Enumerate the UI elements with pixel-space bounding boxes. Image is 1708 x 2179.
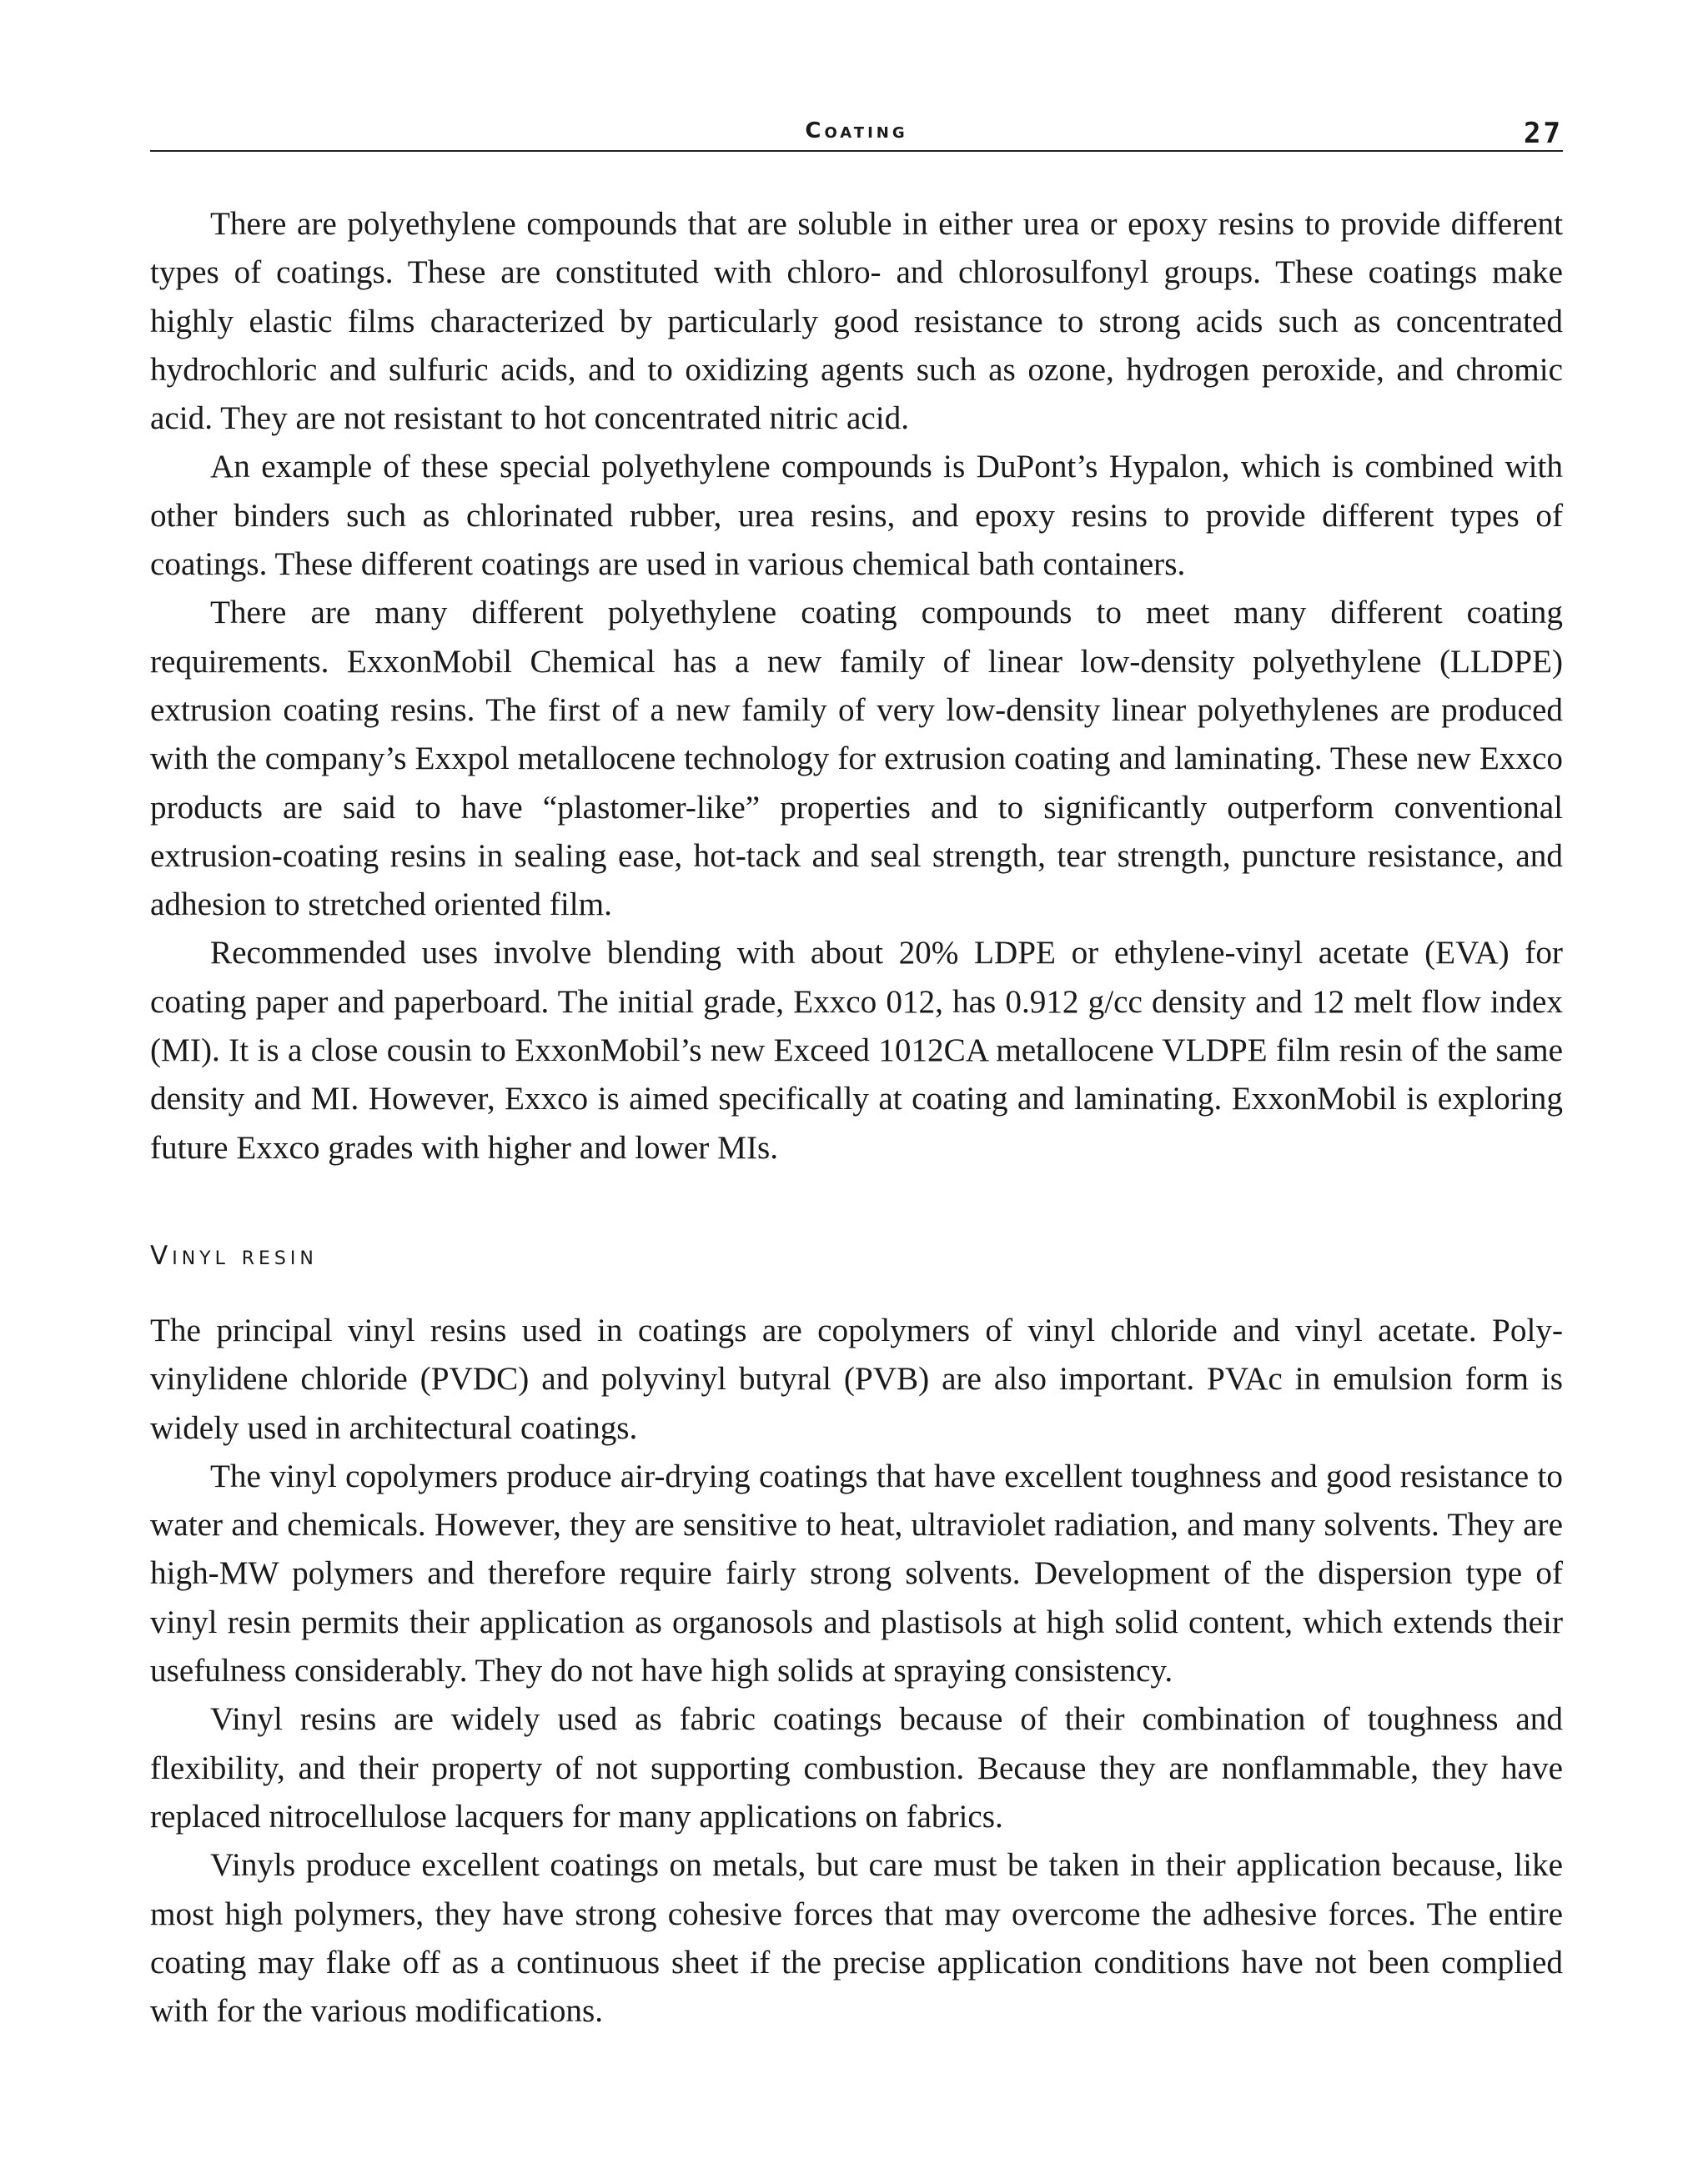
paragraph: There are many different polyethylene coating compounds to meet many different coating requirements. ExxonMobil Chemical has a new family of linear low-density polyethylene (LLDPE) extrusion coating resins. The first of a new family of very low-density linear polyethylenes are produced with the company’s Exxpol metallocene technology for extrusion coating and laminating. These new Exxco products are said to have “plastomer-like” properties and to significantly outperform conventional extrusion-coating resins in sealing ease, hot-tack and seal strength, tear strength, puncture resistance, and adhesion to stretched oriented film. (150, 595, 1563, 923)
polyethylene-section (150, 200, 1563, 1172)
book-page (150, 0, 1563, 2179)
paragraph: The vinyl copolymers produce air-drying coatings that have excellent toughness and good resistance to water and chemicals. However, they are sensitive to heat, ultraviolet radiation, and many solvents. They are high-MW polymers and therefore require fairly strong solvents. Development of the dispersion type of vinyl resin permits their application as organosols and plastisols at high solid content, which extends their usefulness considerably. They do not have high solids at spraying consistency. (150, 1458, 1563, 1689)
vinyl-resin-section (150, 1307, 1563, 2036)
paragraph: Recommended uses involve blending with about 20% LDPE or ethylene-vinyl acetate (EVA) for coating paper and paperboard. The initial grade, Exxco 012, has 0.912 g/cc density and 12 melt flow index (MI). It is a close cousin to ExxonMobil’s new Exceed 1012CA metallocene VLDPE film resin of the same density and MI. However, Exxco is aimed specifically at coating and laminating. ExxonMobil is exploring future Exxco grades with higher and lower MIs. (150, 935, 1563, 1166)
section-heading: Vinyl resin (150, 1241, 318, 1271)
paragraph: Vinyl resins are widely used as fabric coatings because of their combination of toughness and flexibility, and their property of not supporting combustion. Because they are nonflammable, they have replaced nitrocellulose lacquers for many applications on fabrics. (150, 1701, 1563, 1835)
paragraph: An example of these special polyethylene compounds is DuPont’s Hypalon, which is combined with other binders such as chlorinated rubber, urea resins, and epoxy resins to provide different types of coatings. These different coatings are used in various chemical bath containers. (150, 449, 1563, 583)
paragraph: There are polyethylene compounds that are soluble in either urea or epoxy resins to provide different types of coatings. These are constituted with chloro- and chlorosulfonyl groups. These coatings make highly elastic films characterized by particularly good resistance to strong acids such as concentrated hydrochloric and sulfuric acids, and to oxidizing agents such as ozone, hydrogen peroxide, and chromic acid. They are not resistant to hot concentrated nitric acid. (150, 206, 1563, 437)
paragraph: The principal vinyl resins used in coatings are copolymers of vinyl chloride and vinyl acetate. Polyvinylidene chloride (PVDC) and polyvinyl butyral (PVB) are also important. PVAc in emulsion form is widely used in architectural coatings. (150, 1313, 1563, 1446)
page-number: 27 (1524, 117, 1563, 150)
running-header (150, 117, 1563, 152)
running-head-title: Coating (805, 118, 908, 143)
paragraph: Vinyls produce excellent coatings on metals, but care must be taken in their application because, like most high polymers, they have strong cohesive forces that may overcome the adhesive forces. The entire coating may flake off as a continuous sheet if the precise application conditions have not been complied with for the various modifications. (150, 1847, 1563, 2030)
